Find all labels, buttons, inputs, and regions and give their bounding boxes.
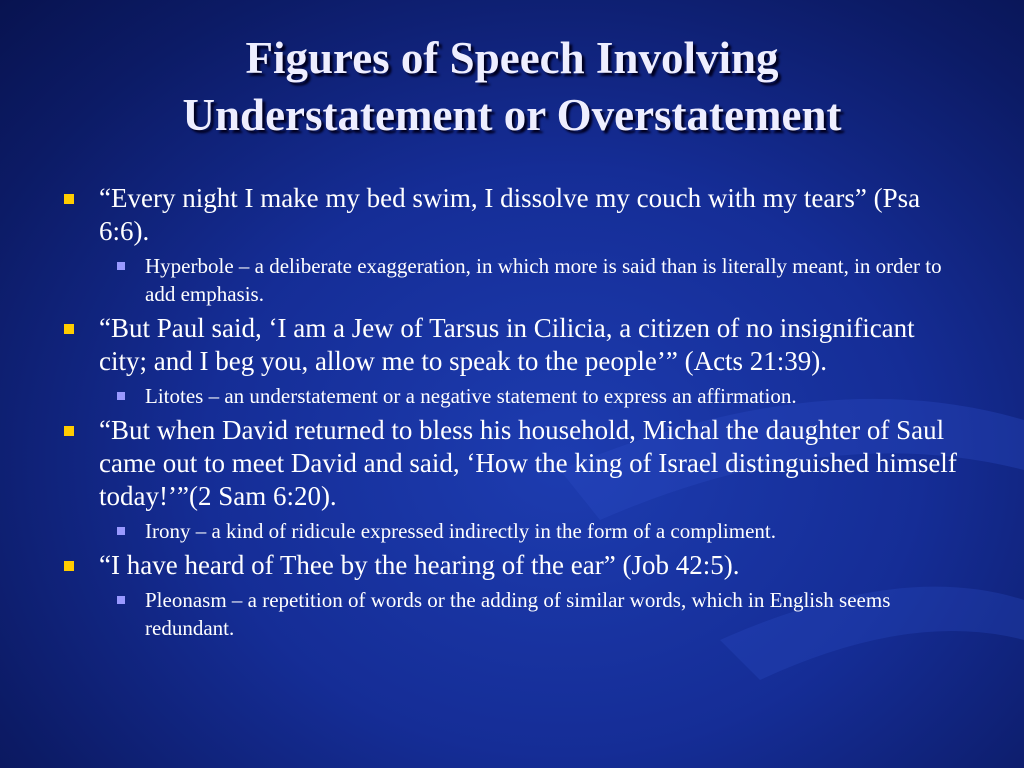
definition-text: Irony – a kind of ridicule expressed indirectly in the form of a compliment. xyxy=(145,519,776,543)
small-square-bullet-icon xyxy=(117,527,125,535)
square-bullet-icon xyxy=(64,426,74,436)
sub-bullet-item-1 xyxy=(114,252,960,308)
quote-text: “But when David returned to bless his household, Michal the daughter of Saul came out to meet David and said, ‘How the king of Israel distinguished himself today!’”(2 Sam 6:20). xyxy=(99,415,957,511)
sub-bullet-item-4 xyxy=(114,586,960,642)
bullet-item-1 xyxy=(60,182,960,248)
bullet-item-2 xyxy=(60,312,960,378)
bullet-item-4 xyxy=(60,549,960,582)
definition-text: Hyperbole – a deliberate exaggeration, in which more is said than is literally meant, in order to add emphasis. xyxy=(145,254,942,306)
quote-text: “But Paul said, ‘I am a Jew of Tarsus in Cilicia, a citizen of no insignificant city; and I beg you, allow me to speak to the people’” (Acts 21:39). xyxy=(99,313,915,376)
small-square-bullet-icon xyxy=(117,392,125,400)
title-line-1: Figures of Speech Involving xyxy=(245,33,779,83)
square-bullet-icon xyxy=(64,194,74,204)
definition-text: Pleonasm – a repetition of words or the adding of similar words, which in English seems redundant. xyxy=(145,588,891,640)
sub-bullet-item-3 xyxy=(114,517,960,545)
small-square-bullet-icon xyxy=(117,262,125,270)
small-square-bullet-icon xyxy=(117,596,125,604)
square-bullet-icon xyxy=(64,324,74,334)
square-bullet-icon xyxy=(64,561,74,571)
definition-text: Litotes – an understatement or a negative statement to express an affirmation. xyxy=(145,384,797,408)
title-line-2: Understatement or Overstatement xyxy=(182,90,842,140)
quote-text: “Every night I make my bed swim, I dissolve my couch with my tears” (Psa 6:6). xyxy=(99,183,921,246)
bullet-list xyxy=(60,182,960,646)
sub-bullet-item-2 xyxy=(114,382,960,410)
slide-title xyxy=(0,30,1024,144)
bullet-item-3 xyxy=(60,414,960,513)
quote-text: “I have heard of Thee by the hearing of the ear” (Job 42:5). xyxy=(99,550,740,580)
